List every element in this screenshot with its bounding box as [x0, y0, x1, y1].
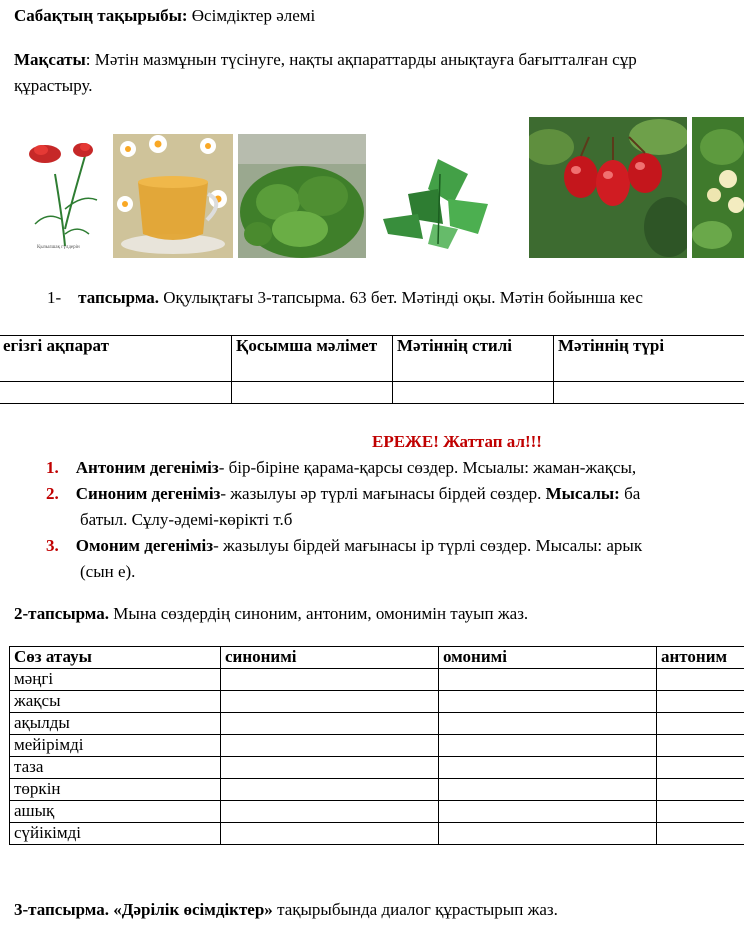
task1-line [47, 288, 643, 308]
synonym-cell[interactable] [221, 669, 439, 691]
synonym-cell[interactable] [221, 735, 439, 757]
antonym-cell[interactable] [657, 691, 744, 713]
word-cell: мәңгі [10, 669, 221, 691]
topic-value: Өсімдіктер әлемі [187, 6, 316, 25]
synonym-cell[interactable] [221, 779, 439, 801]
t1-header-main-info: егізгі ақпарат [0, 336, 232, 382]
rule-title: ЕРЕЖЕ! Жаттап ал!!! [372, 432, 542, 451]
task1-text: Оқулықтағы 3-тапсырма. 63 бет. Мәтінді оқы. Мәтін бойынша кес [159, 288, 643, 307]
antonym-cell[interactable] [657, 713, 744, 735]
t2-header-antonym: антоним [657, 647, 744, 669]
topic-label: Сабақтың тақырыбы: [14, 6, 188, 25]
t1-cell-1[interactable] [0, 382, 232, 404]
task1-number: 1- [47, 288, 62, 307]
word-cell: төркін [10, 779, 221, 801]
lesson-goal-line2: құрастыру. [14, 76, 93, 95]
word-table [9, 646, 744, 845]
word-cell: ақылды [10, 713, 221, 735]
homonym-cell[interactable] [439, 735, 657, 757]
synonym-cell[interactable] [221, 691, 439, 713]
word-cell: таза [10, 757, 221, 779]
t1-header-extra-info: Қосымша мәлімет [232, 336, 393, 382]
rule-item-1: 1. Антоним дегеніміз- бір-біріне қарама-қарсы сөздер. Мсыалы: жаман-жақсы, [46, 458, 637, 477]
lemon-balm-bush-image [238, 134, 366, 258]
t2-header-word: Сөз атауы [10, 647, 221, 669]
homonym-cell[interactable] [439, 757, 657, 779]
word-cell: мейірімді [10, 735, 221, 757]
antonym-cell[interactable] [657, 823, 744, 845]
t1-header-text-style: Мәтіннің стилі [393, 336, 554, 382]
carnation-image [15, 134, 110, 258]
homonym-cell[interactable] [439, 801, 657, 823]
antonym-cell[interactable] [657, 801, 744, 823]
synonym-cell[interactable] [221, 713, 439, 735]
task3-line [14, 900, 558, 920]
synonym-cell[interactable] [221, 801, 439, 823]
mint-sprig-image [378, 134, 513, 258]
homonym-cell[interactable] [439, 713, 657, 735]
homonym-cell[interactable] [439, 669, 657, 691]
lesson-topic [14, 6, 315, 26]
linden-flower-image [692, 117, 744, 258]
homonym-cell[interactable] [439, 691, 657, 713]
task1-table [0, 335, 744, 404]
t1-cell-3[interactable] [393, 382, 554, 404]
rule-item-3: 3. Омоним дегеніміз- жазылуы бірдей мағынасы ір түрлі сөздер. Мысалы: арык [46, 536, 643, 555]
goal-label: Мақсаты [14, 50, 86, 69]
rule-item-2-line2: батыл. Сұлу-әдемі-көрікті т.б [80, 510, 293, 529]
synonym-cell[interactable] [221, 823, 439, 845]
rule-item-2: 2. Синоним дегеніміз- жазылуы әр түрлі мағынасы бірдей сөздер. Мысалы: ба [46, 484, 641, 503]
task3-text: тақырыбында диалог құрастырып жаз. [272, 900, 558, 919]
homonym-cell[interactable] [439, 823, 657, 845]
task3-label: 3-тапсырма. «Дәрілік өсімдіктер» [14, 900, 273, 919]
task2-line [14, 604, 528, 624]
synonym-cell[interactable] [221, 757, 439, 779]
carnation-caption: Қызылшақ гүлдерін [37, 245, 80, 250]
word-cell: ашық [10, 801, 221, 823]
t2-header-synonym: синонимі [221, 647, 439, 669]
t1-cell-4[interactable] [554, 382, 744, 404]
rosehip-image [529, 117, 687, 258]
rule-item-3-line2: (сын е). [80, 562, 136, 581]
goal-text: : Мәтін мазмұнын түсінуге, нақты ақпараттарды анықтауға бағытталған сұр [85, 50, 637, 69]
task1-label: тапсырма. [78, 288, 160, 307]
lesson-goal-line1 [14, 50, 637, 70]
t1-cell-2[interactable] [232, 382, 393, 404]
t1-header-text-type: Мәтіннің түрі [554, 336, 744, 382]
antonym-cell[interactable] [657, 735, 744, 757]
chamomile-tea-image [113, 134, 233, 258]
antonym-cell[interactable] [657, 779, 744, 801]
t2-header-homonym: омонимі [439, 647, 657, 669]
word-cell: сүйікімді [10, 823, 221, 845]
word-cell: жақсы [10, 691, 221, 713]
antonym-cell[interactable] [657, 669, 744, 691]
homonym-cell[interactable] [439, 779, 657, 801]
antonym-cell[interactable] [657, 757, 744, 779]
task2-label: 2-тапсырма. [14, 604, 110, 623]
task2-text: Мына сөздердің синоним, антоним, омонимін тауып жаз. [109, 604, 529, 623]
